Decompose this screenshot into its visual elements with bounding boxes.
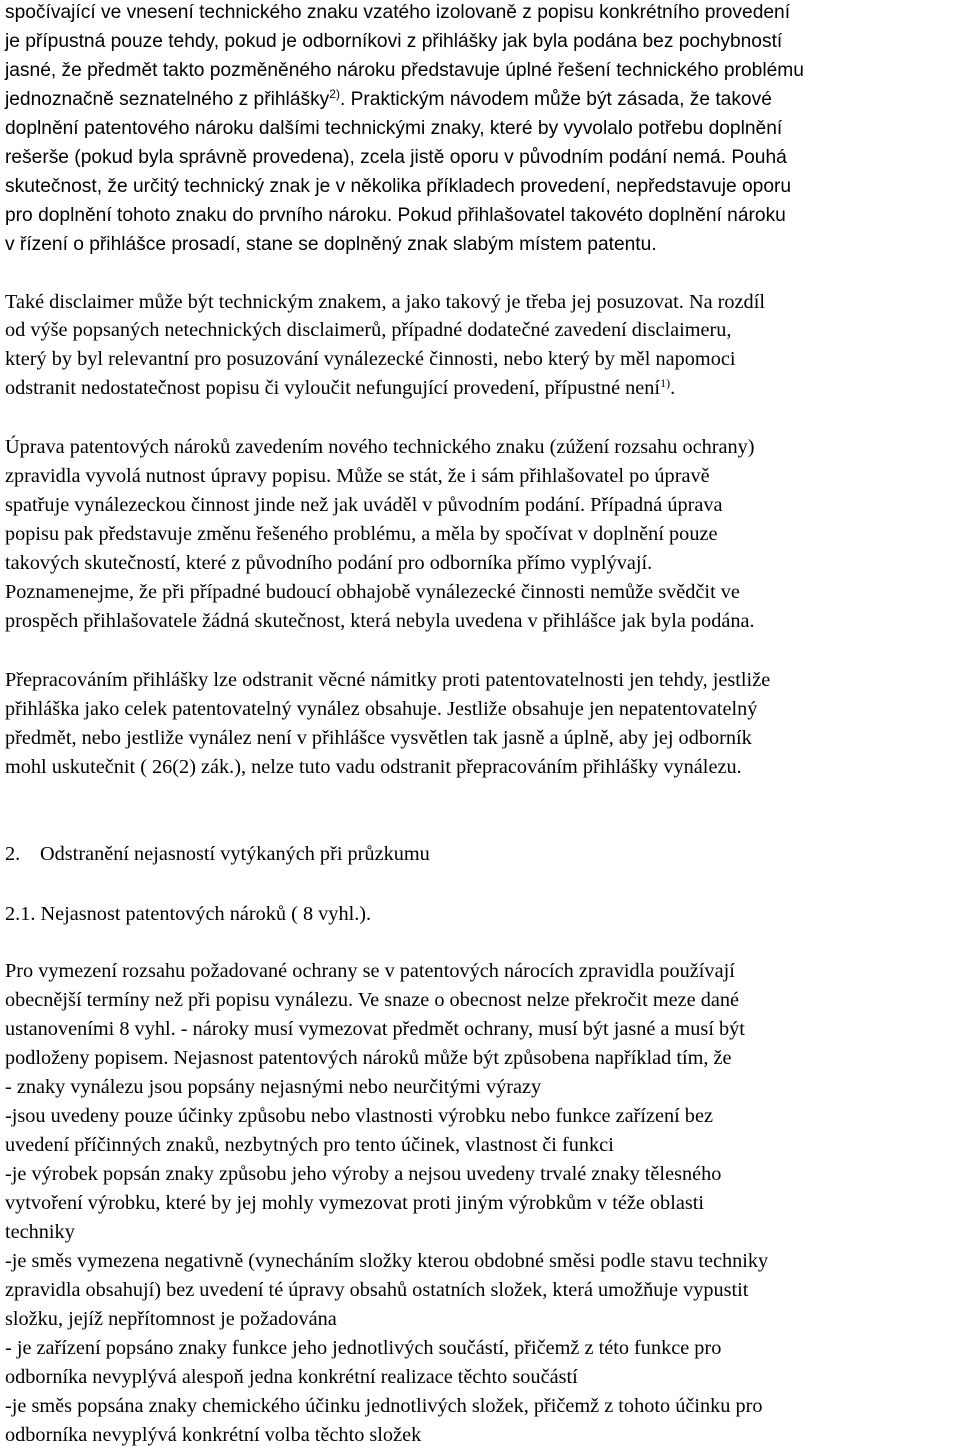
paragraph-line: takových skutečností, které z původního podání pro odborníka přímo vyplývají. — [5, 552, 653, 574]
paragraph-line: prospěch přihlašovatele žádná skutečnost, která nebyla uvedena v přihlášce jak byla podána. — [5, 610, 755, 632]
paragraph-line: doplnění patentového nároku dalšími technickými znaky, které by vyvolalo potřebu doplnění — [5, 118, 783, 139]
paragraph-line: jasné, že předmět takto pozměněného nároku představuje úplné řešení technického problému — [5, 60, 804, 81]
footnote-reference: 2) — [329, 87, 340, 101]
paragraph-line: obecnější termíny než při popisu vynálezu. Ve snaze o obecnost nelze překročit meze dané — [5, 989, 739, 1011]
paragraph-line: rešerše (pokud byla správně provedena), zcela jistě oporu v původním podání nemá. Pouhá — [5, 147, 787, 168]
paragraph-line: skutečnost, že určitý technický znak je v několika příkladech provedení, nepředstavuje oporu — [5, 176, 792, 197]
list-item: -jsou uvedeny pouze účinky způsobu nebo vlastnosti výrobku nebo funkce zařízení bez — [5, 1105, 713, 1127]
paragraph-line: spatřuje vynálezeckou činnost jinde než jak uváděl v původním podání. Případná úprava — [5, 494, 723, 516]
paragraph-text: odstranit nedostatečnost popisu či vyloučit nefungující provedení, přípustné není — [5, 377, 661, 399]
paragraph-line: v řízení o přihlášce prosadí, stane se doplněný znak slabým místem patentu. — [5, 234, 657, 255]
paragraph-line: je přípustná pouze tehdy, pokud je odborníkovi z přihlášky jak byla podána bez pochybností — [5, 31, 783, 52]
list-item-continuation: uvedení příčinných znaků, nezbytných pro tento účinek, vlastnost či funkci — [5, 1134, 614, 1156]
list-item: -je výrobek popsán znaky způsobu jeho výroby a nejsou uvedeny trvalé znaky tělesného — [5, 1163, 722, 1185]
list-item: - znaky vynálezu jsou popsány nejasnými nebo neurčitými výrazy — [5, 1076, 542, 1098]
paragraph-line: Poznamenejme, že při případné budoucí obhajobě vynálezecké činnosti nemůže svědčit ve — [5, 581, 740, 603]
list-item: -je směs vymezena negativně (vynecháním složky kterou obdobné směsi podle stavu techniky — [5, 1250, 769, 1272]
list-item-continuation: složku, jejíž nepřítomnost je požadována — [5, 1308, 337, 1330]
paragraph-line: který by byl relevantní pro posuzování vynálezecké činnosti, nebo který by měl napomoci — [5, 348, 736, 370]
paragraph-line: podloženy popisem. Nejasnost patentových nároků může být způsobena například tím, že — [5, 1047, 732, 1069]
paragraph-line: pro doplnění tohoto znaku do prvního nároku. Pokud přihlašovatel takovéto doplnění nároku — [5, 205, 786, 226]
list-item-continuation: odborníka nevyplývá konkrétní volba těchto složek — [5, 1424, 422, 1446]
paragraph-line: od výše popsaných netechnických disclaimerů, případné dodatečné zavedení disclaimeru, — [5, 319, 732, 341]
paragraph-line: ustanoveními 8 vyhl. - nároky musí vymezovat předmět ochrany, musí být jasné a musí být — [5, 1018, 745, 1040]
paragraph-text: jednoznačně seznatelného z přihlášky — [5, 89, 330, 110]
list-item: - je zařízení popsáno znaky funkce jeho jednotlivých součástí, přičemž z této funkce pro — [5, 1337, 722, 1359]
paragraph-line — [5, 374, 675, 402]
paragraph-line — [5, 86, 772, 114]
section-number: 2. — [5, 843, 21, 865]
paragraph-line: Úprava patentových nároků zavedením nového technického znaku (zúžení rozsahu ochrany) — [5, 436, 755, 458]
paragraph-text: . Praktickým návodem může být zásada, že takové — [339, 89, 772, 110]
paragraph-line: spočívající ve vnesení technického znaku vzatého izolovaně z popisu konkrétního provedení — [5, 2, 791, 23]
list-item-continuation: odborníka nevyplývá alespoň jedna konkrétní realizace těchto součástí — [5, 1366, 578, 1388]
section-heading: Odstranění nejasností vytýkaných při průzkumu — [40, 843, 430, 865]
paragraph-text: . — [670, 377, 676, 399]
paragraph-line: Také disclaimer může být technickým znakem, a jako takový je třeba jej posuzovat. Na rozdíl — [5, 291, 765, 313]
paragraph-line: Pro vymezení rozsahu požadované ochrany se v patentových nárocích zpravidla používají — [5, 960, 735, 982]
paragraph-line: popisu pak představuje změnu řešeného problému, a měla by spočívat v doplnění pouze — [5, 523, 718, 545]
paragraph-line: mohl uskutečnit ( 26(2) zák.), nelze tuto vadu odstranit přepracováním přihlášky vynálezu. — [5, 756, 742, 778]
subsection-heading: 2.1. Nejasnost patentových nároků ( 8 vyhl.). — [5, 903, 372, 925]
list-item: -je směs popsána znaky chemického účinku jednotlivých složek, přičemž z tohoto účinku pro — [5, 1395, 763, 1417]
paragraph-line: zpravidla vyvolá nutnost úpravy popisu. Může se stát, že i sám přihlašovatel po úpravě — [5, 465, 710, 487]
paragraph-line: předmět, nebo jestliže vynález není v přihlášce vysvětlen tak jasně a úplně, aby jej odborník — [5, 727, 752, 749]
footnote-reference: 1) — [660, 376, 671, 390]
paragraph-line: přihláška jako celek patentovatelný vynález obsahuje. Jestliže obsahuje jen nepatentovatelný — [5, 698, 758, 720]
list-item-continuation: techniky — [5, 1221, 75, 1243]
list-item-continuation: zpravidla obsahují) bez uvedení té úpravy obsahů ostatních složek, která umožňuje vypustit — [5, 1279, 749, 1301]
paragraph-line: Přepracováním přihlášky lze odstranit věcné námitky proti patentovatelnosti jen tehdy, jestliže — [5, 669, 771, 691]
list-item-continuation: vytvoření výrobku, které by jej mohly vymezovat proti jiným výrobkům v téže oblasti — [5, 1192, 704, 1214]
